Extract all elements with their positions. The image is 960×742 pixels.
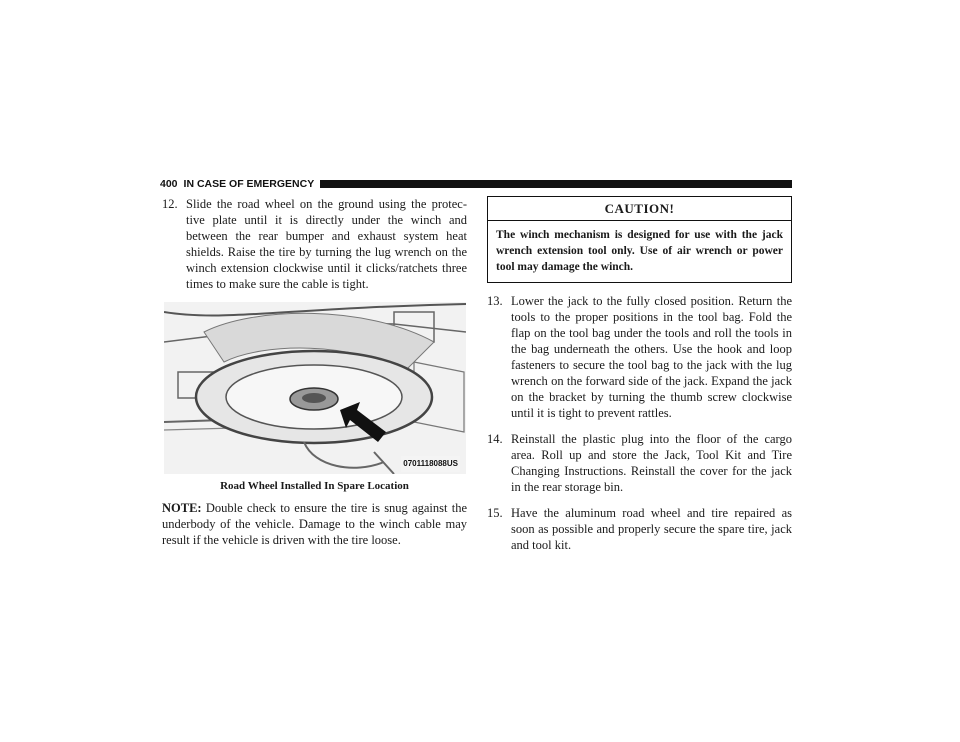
left-column bbox=[162, 196, 467, 548]
right-column bbox=[487, 196, 792, 563]
note-text: Double check to ensure the tire is snug against the underbody of the vehicle. Damage to the winch cable may result if the vehicle is driven with the tire loose. bbox=[162, 501, 467, 547]
spare-tire-illustration bbox=[164, 302, 466, 474]
step-text: Have the aluminum road wheel and tire repaired as soon as possible and properly secure the spare tire, jack and tool kit. bbox=[511, 506, 792, 552]
step-14 bbox=[487, 431, 792, 495]
step-number: 12. bbox=[162, 197, 178, 211]
step-number: 15. bbox=[487, 506, 503, 520]
step-number: 14. bbox=[487, 432, 503, 446]
step-12 bbox=[162, 196, 467, 292]
caution-title: CAUTION! bbox=[488, 197, 791, 221]
figure-code: 0701118088US bbox=[401, 456, 460, 472]
page-header bbox=[160, 178, 792, 190]
step-text: Reinstall the plastic plug into the floor of the cargo area. Roll up and store the Jack, Tool Kit and Tire Changing Instructions. Reinstall the cover for the jack in the rear storage bin. bbox=[511, 432, 792, 494]
step-13 bbox=[487, 293, 792, 421]
page-number: 400 bbox=[160, 178, 178, 190]
spare-tire-drawing bbox=[164, 302, 466, 474]
step-15 bbox=[487, 505, 792, 553]
figure-caption: Road Wheel Installed In Spare Location bbox=[220, 480, 409, 492]
note-paragraph bbox=[162, 500, 467, 548]
caution-box bbox=[487, 196, 792, 283]
header-rule bbox=[320, 180, 792, 188]
step-text: Slide the road wheel on the ground using the protec- tive plate until it is directly under the winch and between the rear bumper and exhaust system heat shields. Raise the tire by turning the lug wrench on the winch extension clockwise until it clicks/ratchets three times to make sure the cable is tight. bbox=[186, 197, 467, 291]
step-number: 13. bbox=[487, 294, 503, 308]
caution-text: The winch mechanism is designed for use with the jack wrench extension tool only. Use of air wrench or power tool may damage the winch. bbox=[496, 229, 783, 273]
section-title: IN CASE OF EMERGENCY bbox=[183, 178, 315, 190]
note-label: NOTE: bbox=[162, 501, 202, 515]
step-text: Lower the jack to the fully closed position. Return the tools to the proper positions in the tool bag. Fold the flap on the tool bag under the tools and roll the tools in the bag underneath the others. Use the hook and loop fasteners to secure the tool bag to the jack with the lug wrench on the forward side of the jack. Expand the jack on the bracket by turning the thumb screw clockwise until it is tight to prevent rattles. bbox=[511, 294, 792, 420]
